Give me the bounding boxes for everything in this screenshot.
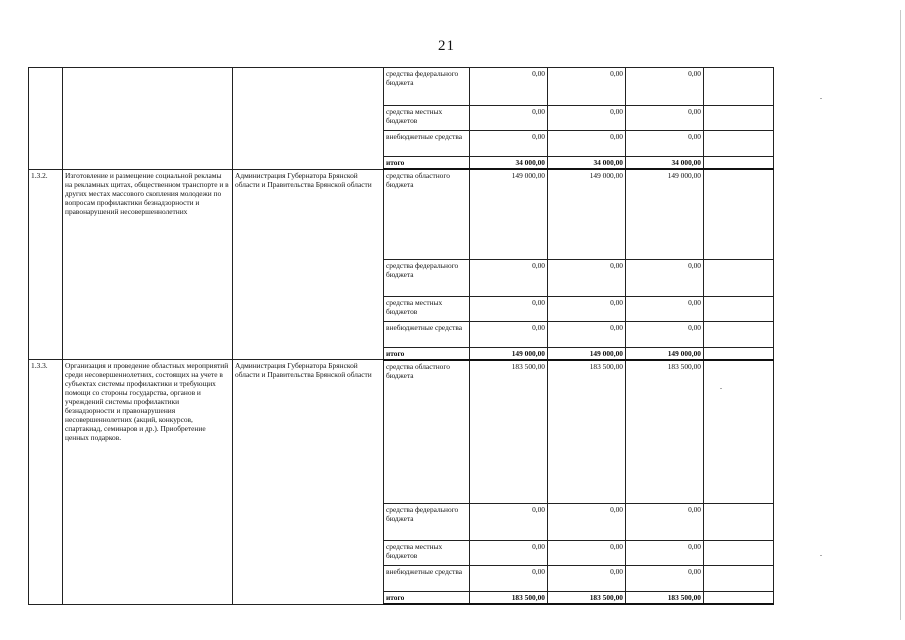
amount-cell-3: 149 000,00	[626, 169, 704, 259]
amount-cell-3: 183 500,00	[626, 360, 704, 504]
table-row	[29, 68, 774, 106]
empty-cell	[704, 347, 774, 360]
budget-table	[28, 67, 774, 605]
amount-cell-2: 0,00	[548, 68, 626, 106]
amount-cell-2: 0,00	[548, 541, 626, 566]
amount-cell-1: 183 500,00	[470, 592, 548, 605]
scan-speck	[820, 555, 822, 556]
funding-source-cell: средства местных бюджетов	[384, 296, 470, 321]
amount-cell-1: 0,00	[470, 106, 548, 131]
empty-cell	[704, 157, 774, 170]
amount-cell-3: 0,00	[626, 296, 704, 321]
amount-cell-1: 0,00	[470, 504, 548, 541]
amount-cell-1: 0,00	[470, 296, 548, 321]
funding-source-cell: внебюджетные средства	[384, 321, 470, 347]
amount-cell-1: 149 000,00	[470, 169, 548, 259]
amount-cell-1: 0,00	[470, 541, 548, 566]
amount-cell-1: 183 500,00	[470, 360, 548, 504]
funding-source-cell: итого	[384, 157, 470, 170]
amount-cell-1: 0,00	[470, 259, 548, 296]
amount-cell-2: 0,00	[548, 504, 626, 541]
empty-cell	[704, 131, 774, 157]
funding-source-cell: внебюджетные средства	[384, 566, 470, 592]
budget-table-container	[28, 67, 773, 602]
amount-cell-3: 0,00	[626, 566, 704, 592]
item-code-cell	[29, 68, 63, 170]
amount-cell-3: 149 000,00	[626, 347, 704, 360]
amount-cell-2: 149 000,00	[548, 169, 626, 259]
funding-source-cell: средства федерального бюджета	[384, 259, 470, 296]
table-row	[29, 169, 774, 259]
amount-cell-3: 0,00	[626, 504, 704, 541]
funding-source-cell: средства областного бюджета	[384, 360, 470, 504]
amount-cell-2: 0,00	[548, 296, 626, 321]
item-executor-cell	[233, 68, 384, 170]
item-executor-cell: Администрация Губернатора Брянской области и Правительства Брянской области	[233, 169, 384, 360]
amount-cell-3: 0,00	[626, 541, 704, 566]
amount-cell-2: 0,00	[548, 566, 626, 592]
amount-cell-3: 34 000,00	[626, 157, 704, 170]
page-number: 21	[438, 38, 455, 54]
empty-cell	[704, 592, 774, 605]
item-executor-cell: Администрация Губернатора Брянской области и Правительства Брянской области	[233, 360, 384, 605]
empty-cell	[704, 296, 774, 321]
empty-cell	[704, 169, 774, 259]
item-description-cell	[63, 68, 233, 170]
amount-cell-2: 0,00	[548, 106, 626, 131]
table-row	[29, 360, 774, 504]
item-description-cell: Изготовление и размещение социальной рекламы на рекламных щитах, общественном транспорте и в других местах массового скопления молодежи по вопросам профилактики безнадзорности и правонарушений несовершеннолетних	[63, 169, 233, 360]
empty-cell	[704, 360, 774, 504]
funding-source-cell: средства федерального бюджета	[384, 68, 470, 106]
budget-table-body	[29, 68, 774, 605]
amount-cell-1: 149 000,00	[470, 347, 548, 360]
amount-cell-2: 0,00	[548, 259, 626, 296]
amount-cell-2: 0,00	[548, 321, 626, 347]
amount-cell-2: 149 000,00	[548, 347, 626, 360]
empty-cell	[704, 541, 774, 566]
empty-cell	[704, 321, 774, 347]
scan-edge-line	[900, 10, 901, 620]
empty-cell	[704, 504, 774, 541]
amount-cell-1: 34 000,00	[470, 157, 548, 170]
amount-cell-1: 0,00	[470, 321, 548, 347]
funding-source-cell: средства областного бюджета	[384, 169, 470, 259]
funding-source-cell: итого	[384, 592, 470, 605]
funding-source-cell: итого	[384, 347, 470, 360]
item-code-cell: 1.3.3.	[29, 360, 63, 605]
empty-cell	[704, 566, 774, 592]
funding-source-cell: средства местных бюджетов	[384, 106, 470, 131]
amount-cell-2: 183 500,00	[548, 360, 626, 504]
amount-cell-1: 0,00	[470, 566, 548, 592]
amount-cell-3: 0,00	[626, 321, 704, 347]
amount-cell-2: 183 500,00	[548, 592, 626, 605]
empty-cell	[704, 68, 774, 106]
item-description-cell: Организация и проведение областных мероприятий среди несовершеннолетних, состоящих на учете в субъектах системы профилактики и требующих помощи со стороны государства, органов и учреждений системы профилактики безнадзорности и правонарушения несовершеннолетних (акций, конкурсов, спартакиад, семинаров и др.). Приобретение ценных подарков.	[63, 360, 233, 605]
amount-cell-3: 0,00	[626, 106, 704, 131]
amount-cell-3: 0,00	[626, 131, 704, 157]
funding-source-cell: внебюджетные средства	[384, 131, 470, 157]
item-code-cell: 1.3.2.	[29, 169, 63, 360]
amount-cell-1: 0,00	[470, 68, 548, 106]
amount-cell-2: 34 000,00	[548, 157, 626, 170]
funding-source-cell: средства местных бюджетов	[384, 541, 470, 566]
amount-cell-3: 183 500,00	[626, 592, 704, 605]
funding-source-cell: средства федерального бюджета	[384, 504, 470, 541]
amount-cell-3: 0,00	[626, 68, 704, 106]
empty-cell	[704, 106, 774, 131]
empty-cell	[704, 259, 774, 296]
amount-cell-1: 0,00	[470, 131, 548, 157]
amount-cell-3: 0,00	[626, 259, 704, 296]
scan-speck	[820, 98, 822, 99]
amount-cell-2: 0,00	[548, 131, 626, 157]
